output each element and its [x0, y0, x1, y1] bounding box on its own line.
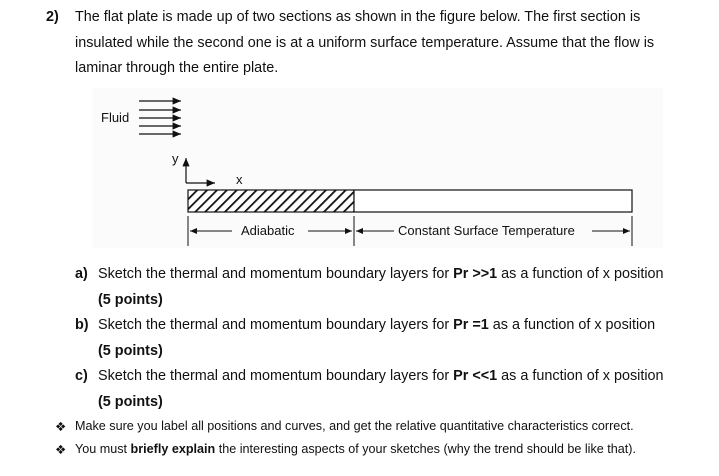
part-a-points: (5 points) — [98, 292, 163, 308]
constant-temp-section — [354, 190, 632, 212]
problem-line-3: laminar through the entire plate. — [75, 60, 279, 76]
part-a-text — [98, 266, 664, 282]
part-b-suffix: as a function of x position — [488, 317, 656, 333]
part-b-letter: b) — [75, 317, 89, 333]
part-c-letter: c) — [75, 368, 88, 384]
part-a-suffix: as a function of x position — [497, 266, 664, 282]
bullet-1-text — [75, 419, 634, 433]
bullet-1-pre: Make sure you label all positions and curves, and get the relative quantitative characteristics correct. — [75, 419, 634, 433]
bullet-2-text — [75, 442, 636, 456]
bullet-2-bold: briefly explain — [130, 442, 216, 456]
problem-line-2: insulated while the second one is at a uniform surface temperature. Assume that the flow is — [75, 35, 655, 51]
part-b-points: (5 points) — [98, 343, 163, 359]
problem-line-1: The flat plate is made up of two sections as shown in the figure below. The first section is — [75, 9, 641, 25]
problem-number: 2) — [46, 9, 59, 25]
part-b-pr: Pr =1 — [453, 317, 489, 333]
part-b-prefix: Sketch the thermal and momentum boundary layers for — [98, 317, 454, 333]
fluid-arrows — [139, 101, 181, 134]
y-axis-label: y — [172, 151, 179, 166]
part-c-pr: Pr <<1 — [453, 368, 498, 384]
part-a-prefix: Sketch the thermal and momentum boundary layers for — [98, 266, 454, 282]
constant-temp-label: Constant Surface Temperature — [398, 223, 575, 238]
part-c-suffix: as a function of x position — [497, 368, 664, 384]
part-c-points: (5 points) — [98, 394, 163, 410]
part-c-prefix: Sketch the thermal and momentum boundary layers for — [98, 368, 454, 384]
part-a-pr: Pr >>1 — [453, 266, 498, 282]
part-a-letter: a) — [75, 266, 88, 282]
part-c-text — [98, 368, 664, 384]
bullet-2-post: the interesting aspects of your sketches (why the trend should be like that). — [215, 442, 636, 456]
adiabatic-label: Adiabatic — [241, 223, 295, 238]
fluid-label: Fluid — [101, 110, 130, 125]
bullet-2-pre: You must — [75, 442, 131, 456]
x-axis-label: x — [236, 172, 243, 187]
diamond-bullet-icon: ❖ — [55, 420, 67, 434]
part-b-text — [98, 317, 655, 333]
adiabatic-section — [188, 190, 354, 212]
diamond-bullet-icon: ❖ — [55, 443, 67, 457]
